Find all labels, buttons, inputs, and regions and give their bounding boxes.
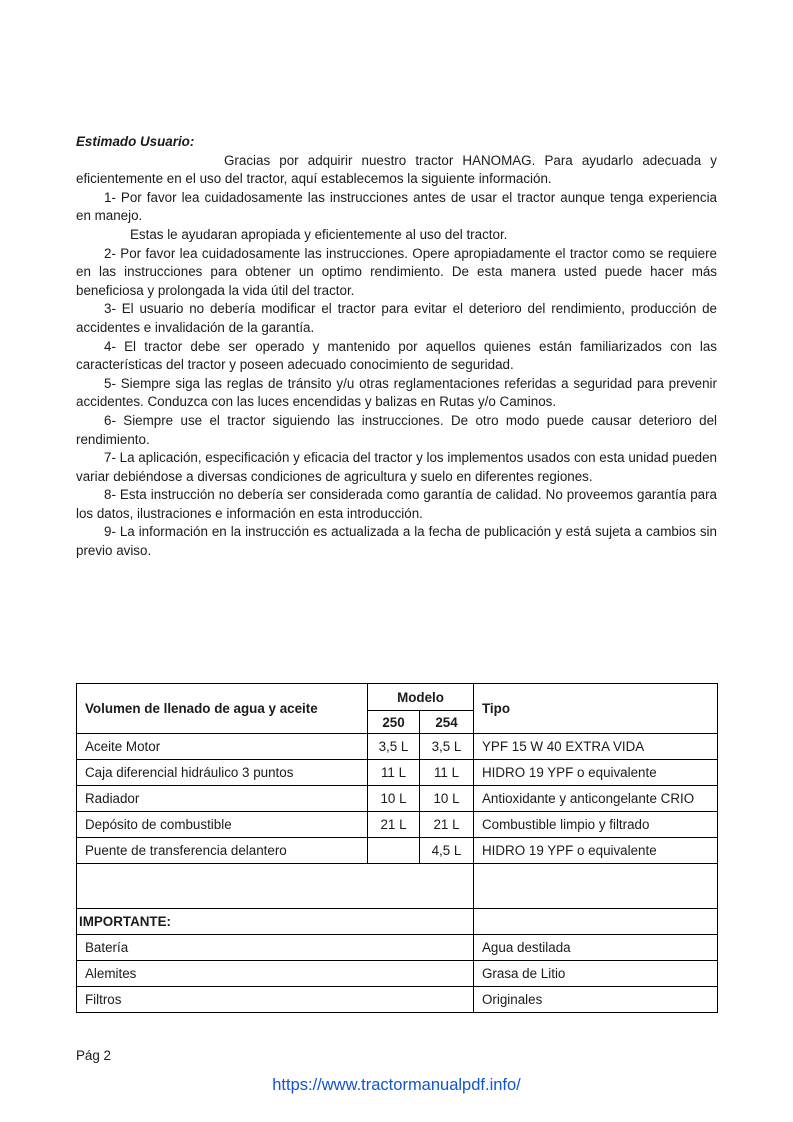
cell-tipo: Combustible limpio y filtrado: [474, 812, 718, 838]
cell-tipo: YPF 15 W 40 EXTRA VIDA: [474, 734, 718, 760]
paragraph-item-1-note: Estas le ayudaran apropiada y eficientemente al uso del tractor.: [130, 226, 508, 242]
paragraph-item-4: 4- El tractor debe ser operado y mantenido por aquellos quienes están familiarizados con las características del tractor y poseen adecuado conocimiento de seguridad.: [76, 338, 717, 373]
paragraph-item-9: 9- La información en la instrucción es actualizada a la fecha de publicación y está sujeta a cambios sin previo aviso.: [76, 524, 717, 559]
paragraph-item-6: 6- Siempre use el tractor siguiendo las instrucciones. De otro modo puede causar deterioro del rendimiento.: [76, 412, 717, 447]
cell-tipo: Originales: [474, 987, 718, 1013]
cell-importante-label: IMPORTANTE:: [77, 909, 474, 935]
table-row-caja-diferencial: [77, 760, 718, 786]
cell-254: 4,5 L: [420, 838, 474, 864]
cell-tipo: Grasa de Litio: [474, 961, 718, 987]
cell-250: 21 L: [368, 812, 420, 838]
table-row-importante: [77, 909, 718, 935]
cell-label: Filtros: [77, 987, 474, 1013]
cell-254: 21 L: [420, 812, 474, 838]
cell-label: Alemites: [77, 961, 474, 987]
cell-tipo: Antioxidante y anticongelante CRIO: [474, 786, 718, 812]
cell-tipo: HIDRO 19 YPF o equivalente: [474, 838, 718, 864]
header-cell-tipo: Tipo: [474, 684, 718, 734]
cell-254: 11 L: [420, 760, 474, 786]
cell-250: 11 L: [368, 760, 420, 786]
table-row-filtros: [77, 987, 718, 1013]
cell-254: 3,5 L: [420, 734, 474, 760]
cell-250: 3,5 L: [368, 734, 420, 760]
header-cell-modelo: Modelo: [368, 684, 474, 711]
table-row-deposito-combustible: [77, 812, 718, 838]
header-cell-model-254: 254: [420, 711, 474, 734]
paragraph-item-1: 1- Por favor lea cuidadosamente las instrucciones antes de usar el tractor aunque tenga experiencia en manejo.: [76, 189, 717, 224]
heading-estimado-usuario: Estimado Usuario:: [76, 134, 195, 149]
paragraph-item-8: 8- Esta instrucción no debería ser considerada como garantía de calidad. No proveemos garantía para los datos, ilustraciones e información en esta introducción.: [76, 487, 717, 521]
table-header-row: [77, 684, 718, 711]
cell-254: 10 L: [420, 786, 474, 812]
table-row-aceite-motor: [77, 734, 718, 760]
intro-text-block: [76, 133, 717, 561]
paragraph-item-5: 5- Siempre siga las reglas de tránsito y/u otras reglamentaciones referidas a seguridad para prevenir accidentes. Conduzca con las luces encendidas y balizas en Rutas y/o Caminos.: [76, 375, 717, 410]
cell-tipo: Agua destilada: [474, 935, 718, 961]
cell-tipo: HIDRO 19 YPF o equivalente: [474, 760, 718, 786]
table-row-spacer: [77, 864, 718, 909]
header-cell-volumen: Volumen de llenado de agua y aceite: [77, 684, 368, 734]
cell-label: Batería: [77, 935, 474, 961]
cell-250: 10 L: [368, 786, 420, 812]
cell-label: Caja diferencial hidráulico 3 puntos: [77, 760, 368, 786]
cell-empty: [474, 864, 718, 909]
cell-empty: [77, 864, 474, 909]
page-number: Pág 2: [76, 1048, 111, 1063]
paragraph-item-7: 7- La aplicación, especificación y eficacia del tractor y los implementos usados con esta unidad pueden variar debiéndose a diversas condiciones de agricultura y suelo en diferentes regiones.: [76, 450, 717, 484]
table-row-bateria: [77, 935, 718, 961]
paragraph-intro: Gracias por adquirir nuestro tractor HANOMAG. Para ayudarlo adecuada y eficientemente en el uso del tractor, aquí establecemos la siguiente información.: [76, 152, 717, 187]
header-cell-model-250: 250: [368, 711, 420, 734]
paragraph-item-2: 2- Por favor lea cuidadosamente las instrucciones. Opere apropiadamente el tractor como se requiere en las instrucciones para obtener un optimo rendimiento. De esta manera usted puede hacer más beneficiosa y prolongada la vida útil del tractor.: [76, 245, 717, 298]
table-row-radiador: [77, 786, 718, 812]
cell-label: Radiador: [77, 786, 368, 812]
fluid-volumes-table: [76, 683, 718, 1013]
cell-empty: [474, 909, 718, 935]
table-row-alemites: [77, 961, 718, 987]
cell-label: Depósito de combustible: [77, 812, 368, 838]
paragraph-item-3: 3- El usuario no debería modificar el tractor para evitar el deterioro del rendimiento, producción de accidentes e invalidación de la garantía.: [76, 301, 717, 335]
source-url-link[interactable]: https://www.tractormanualpdf.info/: [272, 1076, 521, 1094]
cell-250: [368, 838, 420, 864]
cell-label: Aceite Motor: [77, 734, 368, 760]
table-row-puente-transferencia: [77, 838, 718, 864]
cell-label: Puente de transferencia delantero: [77, 838, 368, 864]
